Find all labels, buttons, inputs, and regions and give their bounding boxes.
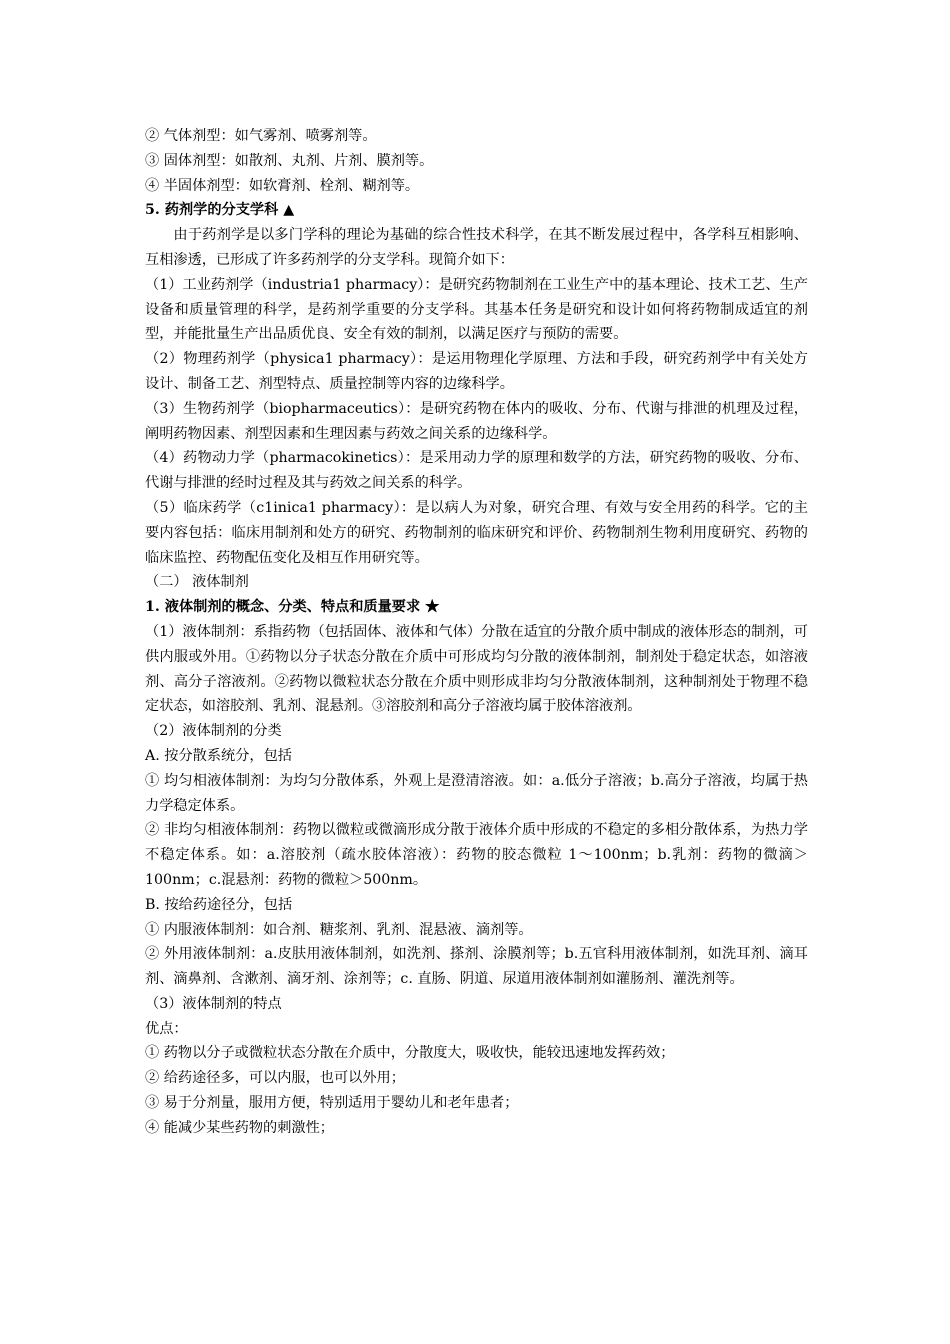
advantage-item-1: ① 药物以分子或微粒状态分散在介质中，分散度大，吸收快，能较迅速地发挥药效；	[145, 1045, 675, 1062]
advantage-item-3: ③ 易于分剂量，服用方便，特别适用于婴幼儿和老年患者；	[145, 1095, 519, 1112]
paragraph-intro: 由于药剂学是以多门学科的理论为基础的综合性技术科学，在其不断发展过程中，各学科互相影响、互相渗透，已形成了许多药剂学的分支学科。现简介如下：	[145, 227, 808, 268]
paragraph-liquid-features: （3）液体制剂的特点	[145, 995, 282, 1012]
paragraph-industrial-pharmacy: （1）工业药剂学（industria1 pharmacy）：是研究药物制剂在工业生产中的基本理论、技术工艺、生产设备和质量管理的科学，是药剂学重要的分支学科。其基本任务是研究和设计如何将药物制成适宜的剂型，并能批量生产出品质优良、安全有效的制剂，以满足医疗与预防的需要。	[145, 276, 808, 343]
item-oral-liquid: ① 内服液体制剂：如合剂、糖浆剂、乳剂、混悬液、滴剂等。	[145, 921, 533, 938]
dosage-form-semisolid: ④ 半固体剂型：如软膏剂、栓剂、糊剂等。	[145, 177, 420, 194]
classification-by-dispersion: A. 按分散系统分，包括	[145, 747, 292, 764]
paragraph-pharmacokinetics: （4）药物动力学（pharmacokinetics）：是采用动力学的原理和数学的方法，研究药物的吸收、分布、代谢与排泄的经时过程及其与药效之间关系的科学。	[145, 450, 808, 492]
classification-by-route: B. 按给药途径分，包括	[145, 896, 293, 913]
paragraph-biopharmaceutics: （3）生物药剂学（biopharmaceutics）：是研究药物在体内的吸收、分布、代谢与排泄的机理及过程，阐明药物因素、剂型因素和生理因素与药效之间关系的边缘科学。	[145, 400, 808, 442]
item-external-liquid: ② 外用液体制剂：a.皮肤用液体制剂，如洗剂、搽剂、涂膜剂等；b.五官科用液体制剂，如洗耳剂、滴耳剂、滴鼻剂、含漱剂、滴牙剂、涂剂等；c. 直肠、阴道、尿道用液体制剂如灌肠剂、灌洗剂等。	[145, 946, 808, 988]
advantage-item-4: ④ 能减少某些药物的刺激性；	[145, 1119, 334, 1136]
item-heterogeneous-liquid: ② 非均匀相液体制剂：药物以微粒或微滴形成分散于液体介质中形成的不稳定的多相分散体系，为热力学不稳定体系。如：a.溶胶剂（疏水胶体溶液）：药物的胶态微粒 1～100nm；b.乳剂：药物的微滴＞100nm；c.混悬剂：药物的微粒＞500nm。	[145, 822, 808, 888]
paragraph-liquid-definition: （1）液体制剂：系指药物（包括固体、液体和气体）分散在适宜的分散介质中制成的液体形态的制剂，可供内服或外用。①药物以分子状态分散在介质中可形成均匀分散的液体制剂，制剂处于稳定状态，如溶液剂、高分子溶液剂。②药物以微粒状态分散在介质中则形成非均匀分散液体制剂，这种制剂处于物理不稳定状态，如溶胶剂、乳剂、混悬剂。③溶胶剂和高分子溶液均属于胶体溶液剂。	[145, 623, 808, 715]
paragraph-physical-pharmacy: （2）物理药剂学（physica1 pharmacy）：是运用物理化学原理、方法和手段，研究药剂学中有关处方设计、制备工艺、剂型特点、质量控制等内容的边缘科学。	[145, 351, 808, 392]
heading-branch-disciplines: 5. 药剂学的分支学科 ▲	[145, 202, 295, 219]
paragraph-liquid-classification: （2）液体制剂的分类	[145, 723, 282, 740]
heading-liquid-concept: 1. 液体制剂的概念、分类、特点和质量要求 ★	[145, 599, 440, 616]
item-homogeneous-liquid: ① 均匀相液体制剂：为均匀分散体系，外观上是澄清溶液。如：a.低分子溶液；b.高分子溶液，均属于热力学稳定体系。	[145, 772, 808, 814]
document-page	[145, 124, 808, 1141]
dosage-form-gas: ② 气体剂型：如气雾剂、喷雾剂等。	[145, 128, 377, 144]
paragraph-clinical-pharmacy: （5）临床药学（c1inica1 pharmacy）：是以病人为对象，研究合理、有效与安全用药的科学。它的主要内容包括：临床用制剂和处方的研究、药物制剂的临床研究和评价、药物制剂生物利用度研究、药物的临床监控、药物配伍变化及相互作用研究等。	[145, 499, 808, 566]
advantage-item-2: ② 给药途径多，可以内服，也可以外用；	[145, 1070, 405, 1087]
section-liquid-preparations: （二） 液体制剂	[145, 574, 249, 591]
advantages-label: 优点：	[145, 1020, 188, 1037]
dosage-form-solid: ③ 固体剂型：如散剂、丸剂、片剂、膜剂等。	[145, 152, 434, 169]
